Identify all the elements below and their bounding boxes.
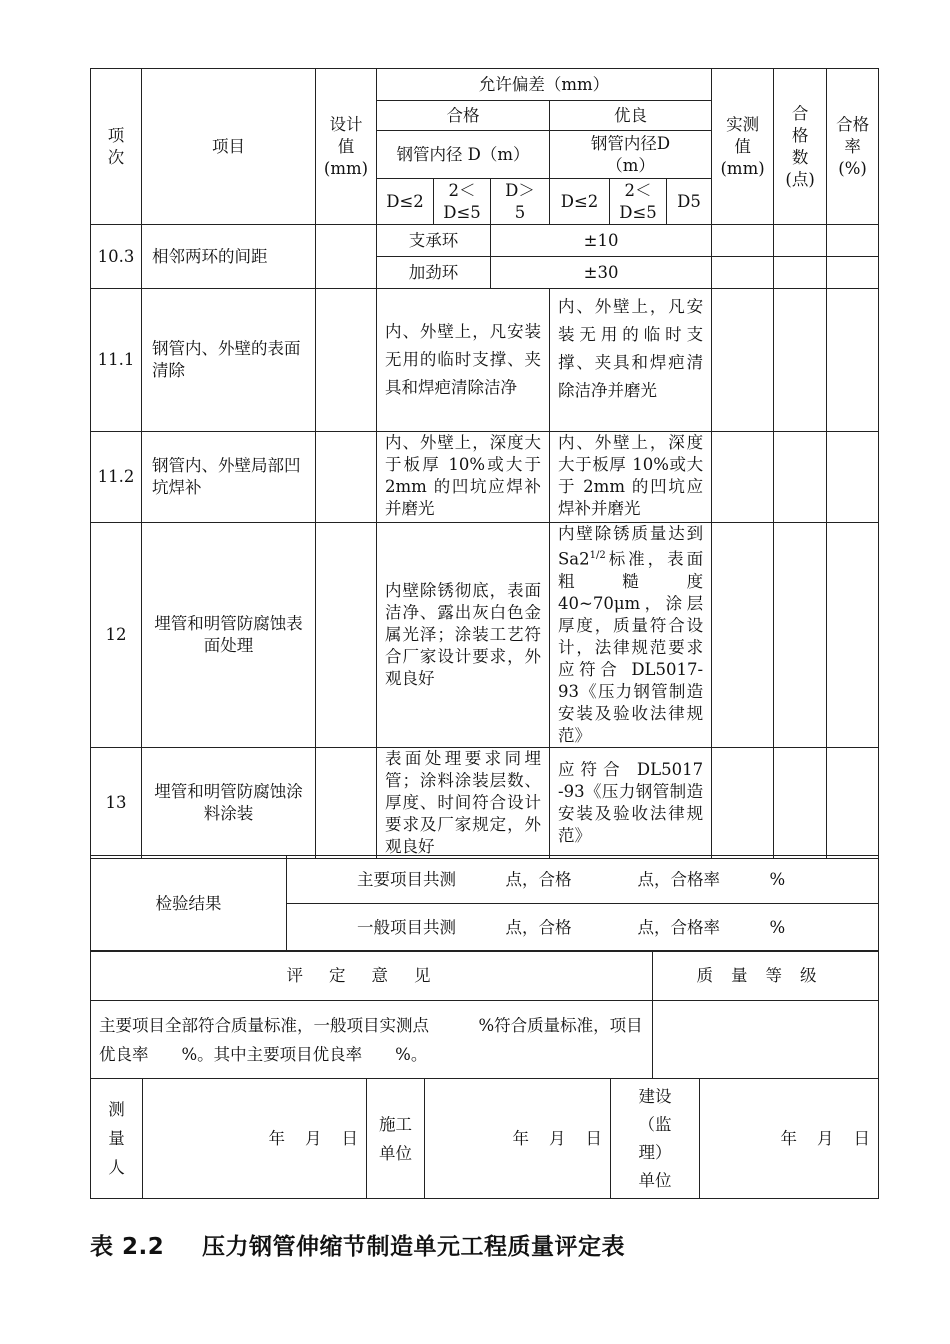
row-12-excellent-text-a: 内壁除锈质量达到 Sa2 — [558, 524, 704, 569]
general-items-result: 一般项目共测 点，合格 点，合格率 % — [287, 904, 879, 952]
opinion-text: 主要项目全部符合质量标准，一般项目实测点 %符合质量标准，项目优良率 %。其中主要项目优良率 %。 — [91, 1001, 653, 1079]
construction-date — [425, 1079, 611, 1199]
owner-day: 日 — [853, 1128, 870, 1148]
grade-label: 质量等级 — [696, 965, 835, 985]
measurer-label: 测量人 — [91, 1079, 143, 1199]
owner-unit-label: 建设（监理）单位 — [611, 1079, 700, 1199]
header-qualified: 合格 — [377, 101, 550, 131]
row-12-excellent-sup: 1/2 — [589, 550, 606, 561]
header-pipe-diameter-excellent: 钢管内径D（m） — [550, 131, 712, 179]
measurer-year: 年 — [268, 1128, 285, 1148]
header-d-le2: D≤2 — [377, 179, 434, 225]
caption-number: 表 2.2 — [90, 1234, 165, 1260]
header-d-gt5: D＞5 — [491, 179, 550, 225]
opinion-header — [91, 951, 653, 1001]
row-10-3-no: 10.3 — [91, 225, 142, 289]
header-measured-value: 实测值(mm) — [712, 69, 774, 225]
row-11-2-qualified: 内、外壁上，深度大于板厚 10%或大于 2mm 的凹坑应焊补并磨光 — [377, 432, 550, 523]
owner-year: 年 — [780, 1128, 797, 1148]
row-11-1-qualified: 内、外壁上，凡安装无用的临时支撑、夹具和焊疤清除洁净 — [377, 289, 550, 432]
header-pass-count: 合格数(点) — [774, 69, 827, 225]
row-10-3-measured-2 — [712, 257, 774, 289]
row-11-2-item: 钢管内、外壁局部凹坑焊补 — [142, 432, 316, 523]
main-items-result: 主要项目共测 点，合格 点，合格率 % — [287, 856, 879, 904]
row-12-no: 12 — [91, 523, 142, 748]
row-13-count — [774, 747, 827, 858]
row-13-item: 埋管和明管防腐蚀涂料涂装 — [142, 747, 316, 858]
row-12-item: 埋管和明管防腐蚀表面处理 — [142, 523, 316, 748]
evaluation-table — [90, 950, 879, 1079]
header-design-value: 设计值(mm) — [316, 69, 377, 225]
row-10-3-rate-2 — [827, 257, 879, 289]
row-11-1-excellent: 内、外壁上，凡安装无用的临时支撑、夹具和焊疤清除洁净并磨光 — [550, 289, 712, 432]
header-item-no: 项次 — [91, 69, 142, 225]
row-11-2-excellent: 内、外壁上，深度大于板厚 10%或大于 2mm 的凹坑应焊补并磨光 — [550, 432, 712, 523]
construction-year: 年 — [512, 1128, 529, 1148]
measurer-date — [143, 1079, 367, 1199]
row-12-count — [774, 523, 827, 748]
row-12-rate — [827, 523, 879, 748]
row-10-3-design — [316, 225, 377, 289]
grade-header — [653, 951, 879, 1001]
deviation-table — [90, 68, 879, 859]
quality-grade-value — [653, 1001, 879, 1079]
signature-table — [90, 1078, 879, 1199]
caption-title: 压力钢管伸缩节制造单元工程质量评定表 — [202, 1234, 625, 1260]
inspection-results-label: 检验结果 — [91, 856, 287, 952]
row-12-excellent-text-b: 标准，表面粗糙度 40~70μm，涂层厚度，质量符合设计，法律规范要求应符合 DL5017-93《压力钢管制造安装及验收法律规范》 — [558, 549, 704, 745]
header-allowed-deviation: 允许偏差（mm） — [377, 69, 712, 101]
row-11-1-count — [774, 289, 827, 432]
row-10-3-stiffener-label: 加劲环 — [377, 257, 491, 289]
row-10-3-stiffener-value: ±30 — [491, 257, 712, 289]
row-11-1-measured — [712, 289, 774, 432]
header-d5-excellent: D5 — [667, 179, 712, 225]
header-excellent: 优良 — [550, 101, 712, 131]
row-11-1-design — [316, 289, 377, 432]
row-11-1-rate — [827, 289, 879, 432]
row-10-3-count-1 — [774, 225, 827, 257]
row-10-3-count-2 — [774, 257, 827, 289]
header-d-2-5-excellent: 2＜D≤5 — [610, 179, 667, 225]
row-11-1-no: 11.1 — [91, 289, 142, 432]
row-11-2-no: 11.2 — [91, 432, 142, 523]
row-10-3-support-ring-label: 支承环 — [377, 225, 491, 257]
construction-day: 日 — [585, 1128, 602, 1148]
row-13-qualified: 表面处理要求同埋管；涂料涂装层数、厚度、时间符合设计要求及厂家规定，外观良好 — [377, 747, 550, 858]
measurer-month: 月 — [305, 1128, 322, 1148]
row-11-2-design — [316, 432, 377, 523]
row-10-3-measured-1 — [712, 225, 774, 257]
opinion-label: 评定意见 — [286, 965, 457, 985]
row-13-no: 13 — [91, 747, 142, 858]
header-d-le2-excellent: D≤2 — [550, 179, 610, 225]
header-pass-rate: 合格率(%) — [827, 69, 879, 225]
row-12-design — [316, 523, 377, 748]
header-d-2-5: 2＜D≤5 — [434, 179, 491, 225]
row-13-excellent: 应符合 DL5017 -93《压力钢管制造安装及验收法律规范》 — [550, 747, 712, 858]
row-10-3-item: 相邻两环的间距 — [142, 225, 316, 289]
row-11-2-rate — [827, 432, 879, 523]
row-13-measured — [712, 747, 774, 858]
header-item: 项目 — [142, 69, 316, 225]
construction-month: 月 — [549, 1128, 566, 1148]
measurer-day: 日 — [341, 1128, 358, 1148]
owner-date — [700, 1079, 879, 1199]
row-12-excellent — [550, 523, 712, 748]
row-10-3-support-ring-value: ±10 — [491, 225, 712, 257]
row-11-1-item: 钢管内、外壁的表面清除 — [142, 289, 316, 432]
row-13-design — [316, 747, 377, 858]
header-pipe-diameter-qualified: 钢管内径 D（m） — [377, 131, 550, 179]
row-12-qualified: 内壁除锈彻底，表面洁净、露出灰白色金属光泽；涂装工艺符合厂家设计要求，外观良好 — [377, 523, 550, 748]
table-caption — [90, 1228, 625, 1261]
row-11-2-measured — [712, 432, 774, 523]
inspection-results-table — [90, 855, 879, 952]
row-12-measured — [712, 523, 774, 748]
row-13-rate — [827, 747, 879, 858]
construction-unit-label: 施工单位 — [367, 1079, 425, 1199]
row-10-3-rate-1 — [827, 225, 879, 257]
owner-month: 月 — [817, 1128, 834, 1148]
row-11-2-count — [774, 432, 827, 523]
